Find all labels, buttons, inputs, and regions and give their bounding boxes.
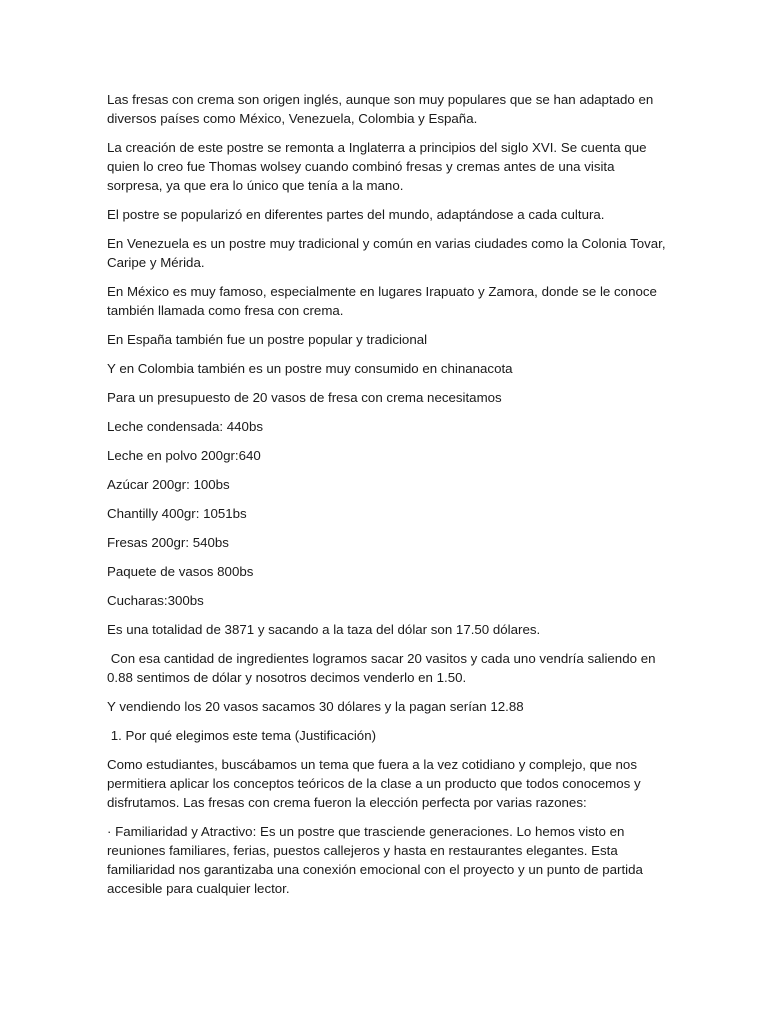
paragraph-familiarity: · Familiaridad y Atractivo: Es un postre que trasciende generaciones. Lo hemos visto en reuniones familiares, ferias, puestos callejeros y hasta en restaurantes elegantes. Esta familiaridad nos garantizaba una conexión emocional con el proyecto y un punto de partida accesible para cualquier lector. bbox=[107, 824, 647, 896]
budget-item-chantilly: Chantilly 400gr: 1051bs bbox=[107, 506, 247, 521]
paragraph-colombia: Y en Colombia también es un postre muy consumido en chinanacota bbox=[107, 361, 513, 376]
budget-item-condensed-milk: Leche condensada: 440bs bbox=[107, 419, 263, 434]
paragraph-budget-intro: Para un presupuesto de 20 vasos de fresa con crema necesitamos bbox=[107, 390, 502, 405]
paragraph-justification: Como estudiantes, buscábamos un tema que fuera a la vez cotidiano y complejo, que nos permitiera aplicar los conceptos teóricos de la clase a un producto que todos conocemos y disfrutamos. Las fresas con crema fueron la elección perfecta por varias razones: bbox=[107, 757, 645, 810]
paragraph-earnings: Y vendiendo los 20 vasos sacamos 30 dólares y la pagan serían 12.88 bbox=[107, 699, 524, 714]
paragraph-popularized: El postre se popularizó en diferentes partes del mundo, adaptándose a cada cultura. bbox=[107, 207, 605, 222]
document-body bbox=[107, 90, 670, 908]
paragraph-unit-cost: Con esa cantidad de ingredientes logramos sacar 20 vasitos y cada uno vendría saliendo en 0.88 sentimos de dólar y nosotros decimos venderlo en 1.50. bbox=[107, 651, 660, 685]
paragraph-origin: Las fresas con crema son origen inglés, aunque son muy populares que se han adaptado en diversos países como México, Venezuela, Colombia y España. bbox=[107, 92, 657, 126]
paragraph-spain: En España también fue un postre popular y tradicional bbox=[107, 332, 428, 347]
budget-item-strawberries: Fresas 200gr: 540bs bbox=[107, 535, 229, 550]
paragraph-total: Es una totalidad de 3871 y sacando a la taza del dólar son 17.50 dólares. bbox=[107, 622, 541, 637]
section-heading-justification: 1. Por qué elegimos este tema (Justificación) bbox=[107, 728, 377, 743]
budget-item-powdered-milk: Leche en polvo 200gr:640 bbox=[107, 448, 261, 463]
paragraph-mexico: En México es muy famoso, especialmente en lugares Irapuato y Zamora, donde se le conoce también llamada como fresa con crema. bbox=[107, 284, 661, 318]
budget-item-spoons: Cucharas:300bs bbox=[107, 593, 204, 608]
budget-item-cups: Paquete de vasos 800bs bbox=[107, 564, 254, 579]
paragraph-venezuela: En Venezuela es un postre muy tradicional y común en varias ciudades como la Colonia Tovar, Caripe y Mérida. bbox=[107, 236, 670, 270]
paragraph-history: La creación de este postre se remonta a Inglaterra a principios del siglo XVI. Se cuenta que quien lo creo fue Thomas wolsey cuando combinó fresas y cremas antes de una visita sorpresa, ya que era lo único que tenía a la mano. bbox=[107, 140, 651, 193]
budget-item-sugar: Azúcar 200gr: 100bs bbox=[107, 477, 230, 492]
